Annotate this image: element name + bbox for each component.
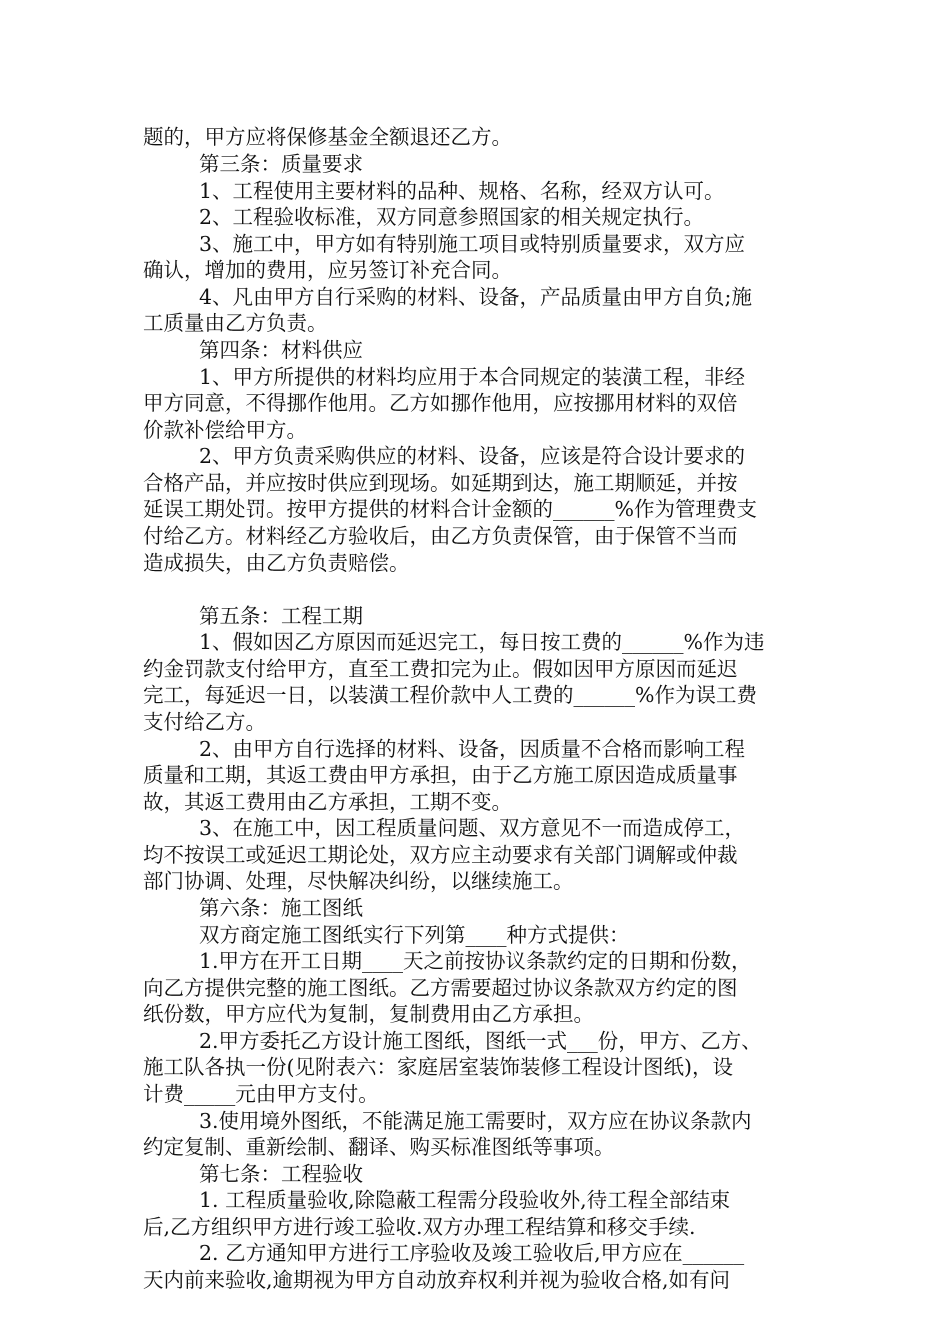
text-line: 约定复制、重新绘制、翻译、购买标准图纸等事项。 (143, 1135, 615, 1159)
text-line: 1.甲方在开工日期____天之前按协议条款约定的日期和份数， (199, 949, 752, 973)
text-line: 延误工期处罚。按甲方提供的材料合计金额的______%作为管理费支 (143, 497, 757, 521)
text-line: 甲方同意，不得挪作他用。乙方如挪作他用，应按挪用材料的双倍 (143, 391, 738, 415)
text-line: 部门协调、处理，尽快解决纠纷，以继续施工。 (143, 869, 574, 893)
text-line: 3、施工中，甲方如有特别施工项目或特别质量要求，双方应 (199, 232, 746, 256)
text-line: 题的，甲方应将保修基金全额退还乙方。 (143, 125, 512, 149)
text-line: 工质量由乙方负责。 (143, 311, 328, 335)
text-line: 1、工程使用主要材料的品种、规格、名称，经双方认可。 (199, 179, 725, 203)
text-line: 付给乙方。材料经乙方验收后，由乙方负责保管，由于保管不当而 (143, 524, 738, 548)
text-line: 2、由甲方自行选择的材料、设备，因质量不合格而影响工程 (199, 737, 746, 761)
text-line: 完工，每延迟一日，以装潢工程价款中人工费的______%作为误工费 (143, 683, 757, 707)
text-line: 故，其返工费用由乙方承担，工期不变。 (143, 790, 512, 814)
text-line: 2、工程验收标准，双方同意参照国家的相关规定执行。 (199, 205, 705, 229)
text-line: 1、假如因乙方原因而延迟完工，每日按工费的______%作为违 (199, 630, 765, 654)
text-line: 后,乙方组织甲方进行竣工验收.双方办理工程结算和移交手续. (143, 1215, 696, 1239)
text-line: 质量和工期，其返工费由甲方承担，由于乙方施工原因造成质量事 (143, 763, 738, 787)
text-line: 1. 工程质量验收,除隐蔽工程需分段验收外,待工程全部结束 (199, 1188, 731, 1212)
text-line: 2、甲方负责采购供应的材料、设备，应该是符合设计要求的 (199, 444, 746, 468)
section-heading: 第七条：工程验收 (199, 1162, 363, 1186)
text-line: 3.使用境外图纸，不能满足施工需要时，双方应在协议条款内 (199, 1109, 752, 1133)
section-heading: 第六条：施工图纸 (199, 896, 363, 920)
text-line: 确认，增加的费用，应另签订补充合同。 (143, 258, 512, 282)
text-line: 向乙方提供完整的施工图纸。乙方需要超过协议条款双方约定的图 (143, 976, 738, 1000)
text-line: 纸份数，甲方应代为复制，复制费用由乙方承担。 (143, 1002, 594, 1026)
text-line: 造成损失，由乙方负责赔偿。 (143, 551, 410, 575)
section-heading: 第三条：质量要求 (199, 152, 363, 176)
text-line: 4、凡由甲方自行采购的材料、设备，产品质量由甲方自负;施 (199, 285, 752, 309)
text-line: 2.甲方委托乙方设计施工图纸，图纸一式___份，甲方、乙方、 (199, 1029, 762, 1053)
text-line: 合格产品，并应按时供应到现场。如延期到达，施工期顺延，并按 (143, 471, 738, 495)
text-line: 约金罚款支付给甲方，直至工费扣完为止。假如因甲方原因而延迟 (143, 657, 738, 681)
section-heading: 第五条：工程工期 (199, 604, 363, 628)
section-heading: 第四条：材料供应 (199, 338, 363, 362)
text-line: 施工队各执一份(见附表六：家庭居室装饰装修工程设计图纸)，设 (143, 1055, 733, 1079)
text-line: 2. 乙方通知甲方进行工序验收及竣工验收后,甲方应在______ (199, 1241, 745, 1265)
text-line: 1、甲方所提供的材料均应用于本合同规定的装潢工程，非经 (199, 365, 746, 389)
text-line: 均不按误工或延迟工期论处，双方应主动要求有关部门调解或仲裁 (143, 843, 738, 867)
text-line: 价款补偿给甲方。 (143, 418, 307, 442)
text-line: 天内前来验收,逾期视为甲方自动放弃权利并视为验收合格,如有问 (143, 1268, 731, 1292)
text-line: 3、在施工中，因工程质量问题、双方意见不一而造成停工， (199, 816, 746, 840)
text-line: 计费_____元由甲方支付。 (143, 1082, 379, 1106)
text-line: 双方商定施工图纸实行下列第____种方式提供： (199, 923, 630, 947)
text-line: 支付给乙方。 (143, 710, 266, 734)
